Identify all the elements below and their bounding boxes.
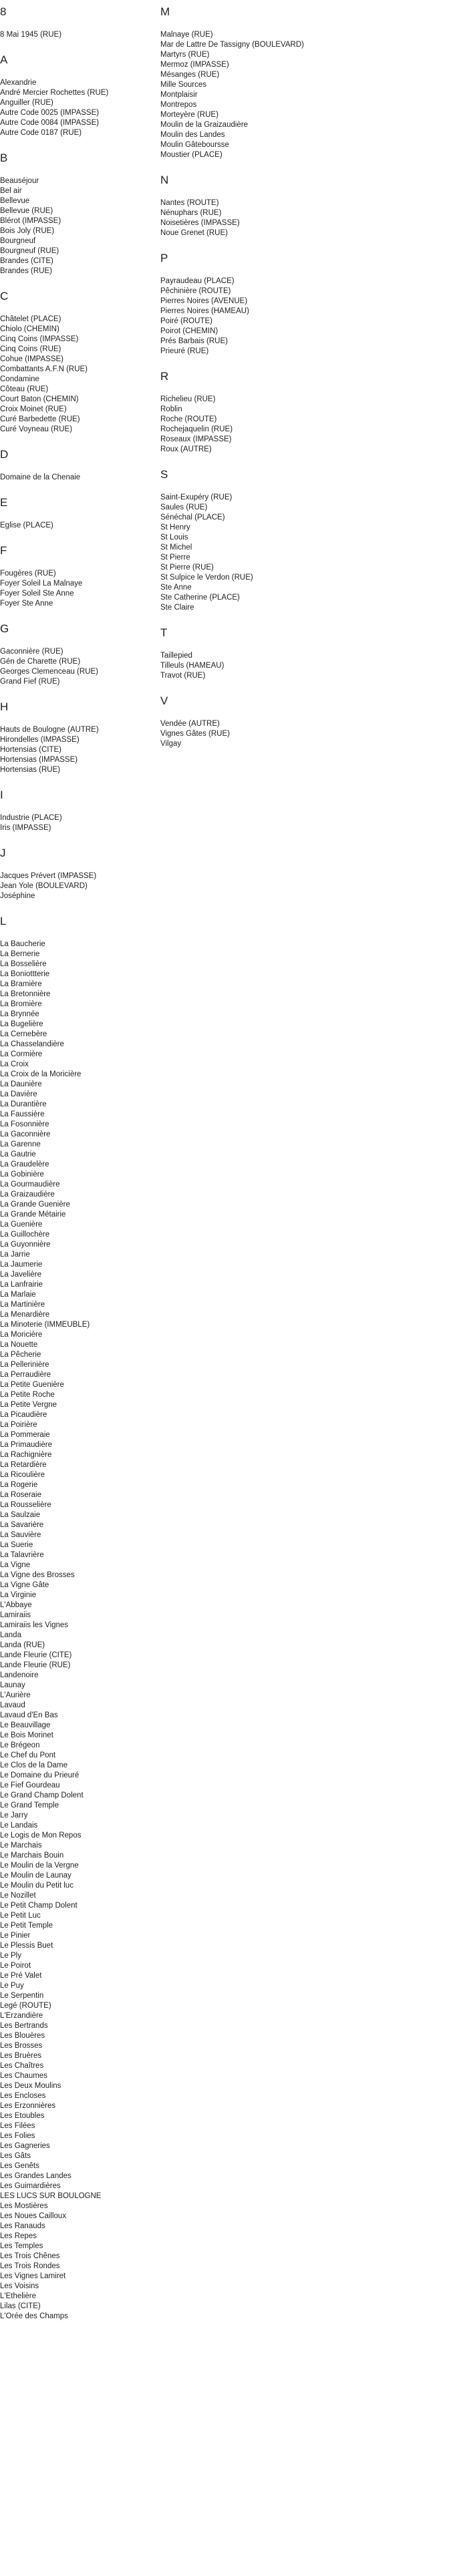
street-name: La Talavrière [0,1551,44,1559]
street-list [160,395,448,455]
street-name: Les Ranauds [0,2222,45,2230]
section-letter-heading: J [0,847,6,859]
street-name: Le Landais [0,1821,38,1830]
street-name: Roche (ROUTE) [160,415,217,423]
street-name: Pêchinière (ROUTE) [160,287,231,295]
street-name: La Ricoulière [0,1471,45,1479]
letter-section [160,626,448,681]
section-letter-heading: M [160,5,170,18]
street-name: Nénuphars (RUE) [160,209,222,217]
letter-section [160,5,448,160]
street-name: Le Fief Gourdeau [0,1781,60,1789]
street-name: Combattants A.F.N (RUE) [0,365,88,373]
street-name: Le Pinier [0,1932,31,1940]
section-letter-heading: V [160,694,168,707]
street-name: André Mercier Rochettes (RUE) [0,89,109,97]
street-name: Le Puy [0,1982,24,1990]
left-column [0,5,157,2335]
street-name: La Rousselière [0,1501,51,1509]
street-name: Poirot (CHEMIN) [160,327,218,335]
section-letter-heading: B [0,152,8,164]
street-name: La Bosselière [0,960,47,968]
street-name: La Bernerie [0,950,40,958]
street-name: La Gaconnière [0,1130,51,1138]
street-name: La Roseraie [0,1491,42,1499]
street-name: Hirondelles (IMPASSE) [0,736,80,744]
street-name: La Rachignière [0,1451,52,1459]
street-name: Pierres Noires (HAMEAU) [160,307,249,315]
street-name: Hortensias (RUE) [0,766,61,774]
street-name: LES LUCS SUR BOULOGNE [0,2192,102,2200]
street-name: Blérot (IMPASSE) [0,217,61,225]
street-name: Le Domaine du Prieuré [0,1771,80,1779]
street-name: Morteyère (RUE) [160,111,218,119]
street-name: Georges Clemenceau (RUE) [0,668,99,676]
street-name: Gaconnière (RUE) [0,648,63,656]
street-name: La Primaudière [0,1441,52,1449]
street-name: Les Chaumes [0,2072,47,2080]
letter-section [0,5,157,40]
street-name: Brandes (CITE) [0,257,53,265]
street-name: Le Ply [0,1952,21,1960]
section-letter-heading: 8 [0,5,7,18]
street-name: Anguiller (RUE) [0,99,53,107]
street-name: La Bretonnière [0,990,51,998]
letter-section [0,544,157,609]
street-name: La Gautrie [0,1150,36,1158]
street-name: L'Ethelière [0,2292,36,2300]
street-name: Vendée (AUTRE) [160,720,220,728]
street-name: Bellevue (RUE) [0,207,53,215]
street-name: Iris (IMPASSE) [0,824,51,832]
street-list [0,473,157,483]
street-name: Hortensias (CITE) [0,746,62,754]
street-name: Launay [0,1681,25,1689]
street-name: La Rogerie [0,1481,38,1489]
street-name: La Jarrie [0,1251,30,1259]
street-name: Mar de Lattre De Tassigny (BOULEVARD) [160,41,304,49]
street-name: Les Voisins [0,2282,39,2290]
street-name: L'Abbaye [0,1601,32,1609]
street-name: Fougères (RUE) [0,570,56,578]
street-name: Les Chaîtres [0,2062,44,2070]
street-name: Pierres Noires (AVENUE) [160,297,248,305]
street-name: La Pellerinière [0,1361,49,1369]
street-name: La Vigne [0,1561,31,1569]
street-name: Curé Voyneau (RUE) [0,425,73,433]
street-name: Rochejaquelin (RUE) [160,425,233,433]
street-name: Martyrs (RUE) [160,51,210,59]
street-list [0,939,157,2322]
street-name: Lamiraiis les Vignes [0,1621,69,1629]
street-name: Vignes Gâtes (RUE) [160,730,230,738]
section-letter-heading: I [0,789,3,801]
street-name: Bellevue [0,197,30,205]
letter-section [0,700,157,775]
street-name: La Grande Métairie [0,1211,66,1219]
street-name: Le Beauvillage [0,1721,51,1729]
street-name: Autre Code 0084 (IMPASSE) [0,119,100,127]
letter-section [0,53,157,138]
street-name: La Garenne [0,1140,41,1148]
street-name: La Croix de la Moricière [0,1070,82,1078]
street-list [160,198,448,238]
street-name: La Daunière [0,1080,42,1088]
street-name: Le Clos de la Dame [0,1761,67,1769]
street-name: La Lanfrairie [0,1281,43,1289]
street-name: La Croix [0,1060,29,1068]
street-name: Ste Anne [160,584,192,592]
street-name: La Boniottterie [0,970,50,978]
street-name: Les Trois Chênes [0,2252,60,2260]
street-name: Vilgay [160,740,182,748]
street-name: La Saulzaie [0,1511,41,1519]
section-letter-heading: D [0,448,9,461]
street-name: St Pierre (RUE) [160,564,214,572]
street-name: Lande Fleurie (CITE) [0,1651,72,1659]
section-letter-heading: N [160,174,169,186]
street-name: Landa [0,1631,21,1639]
street-name: St Pierre [160,554,190,562]
street-list [160,493,448,613]
street-name: Les Bruères [0,2052,42,2060]
street-name: Le Moulin du Petit luc [0,1882,73,1890]
street-name: Roseaux (IMPASSE) [160,435,232,443]
street-list [0,176,157,276]
street-name: La Brynnée [0,1010,39,1018]
street-name: Noisetières (IMPASSE) [160,219,240,227]
street-name: La Guillochère [0,1231,50,1239]
street-name: Court Baton (CHEMIN) [0,395,79,403]
letter-section [0,915,157,2322]
section-letter-heading: H [0,700,9,713]
letter-section [0,847,157,901]
street-name: Taillepied [160,652,192,660]
street-name: La Baucherie [0,940,45,948]
street-name: La Faussière [0,1110,45,1118]
street-name: La Martinière [0,1301,45,1309]
street-name: La Pommeraie [0,1431,50,1439]
street-name: Les Guimardières [0,2182,61,2190]
street-name: La Jaumerie [0,1261,43,1269]
street-name: L'Erzandière [0,2012,43,2020]
street-name: Cinq Coins (RUE) [0,345,61,353]
street-name: La Cormière [0,1050,43,1058]
street-name: Saint-Exupéry (RUE) [160,493,233,501]
street-name: La Petite Guenière [0,1381,64,1389]
street-name: Les Vignes Lamiret [0,2272,66,2280]
street-name: Eglise (PLACE) [0,521,53,529]
street-name: Condamine [0,375,39,383]
street-name: Les Encloses [0,2092,46,2100]
street-name: Le Pré Valet [0,1972,42,1980]
letter-section [0,622,157,687]
street-name: Les Trois Rondes [0,2262,60,2270]
street-name: Lilas (CITE) [0,2302,41,2310]
street-name: Moulin de la Graizaudière [160,121,249,129]
street-name: Lavaud [0,1701,25,1709]
street-name: Alexandrie [0,79,37,87]
street-name: Roux (AUTRE) [160,445,212,453]
letter-section [160,370,448,455]
street-name: Lavaud d'En Bas [0,1711,58,1719]
street-name: L'Orée des Champs [0,2312,68,2320]
street-name: Noue Grenet (RUE) [160,229,228,237]
street-name: Le Brégeon [0,1741,40,1749]
street-name: La Davière [0,1090,37,1098]
street-list [0,314,157,435]
right-column [160,5,448,763]
street-list [0,78,157,138]
street-name: Foyer Soleil La Malnaye [0,580,83,588]
street-name: Poiré (ROUTE) [160,317,212,325]
street-name: Montplaisir [160,91,198,99]
street-name: La Vigne Gâte [0,1581,49,1589]
street-name: La Perraudière [0,1371,51,1379]
street-name: Hortensias (IMPASSE) [0,756,78,764]
street-name: Cohue (IMPASSE) [0,355,64,363]
street-name: La Durantière [0,1100,47,1108]
street-name: Le Petit Luc [0,1912,41,1920]
street-list [0,871,157,901]
street-name: Les Filées [0,2122,35,2130]
street-name: Beauséjour [0,177,39,185]
street-name: Le Poirot [0,1962,31,1970]
street-name: Ste Claire [160,604,194,612]
street-name: Industrie (PLACE) [0,814,62,822]
street-name: Malnaye (RUE) [160,31,213,39]
street-name: Les Gâts [0,2152,31,2160]
street-name: La Nouette [0,1341,38,1349]
street-name: Le Marchais [0,1842,42,1850]
letter-section [160,252,448,357]
street-name: La Virginie [0,1591,37,1599]
street-name: Le Plessis Buet [0,1942,53,1950]
letter-section [160,694,448,749]
street-name: Les Repes [0,2232,37,2240]
letter-section [160,174,448,238]
street-name: Le Petit Temple [0,1922,53,1930]
street-name: La Vigne des Brosses [0,1571,75,1579]
street-name: Le Bois Morinet [0,1731,53,1739]
section-letter-heading: C [0,290,9,302]
street-list [0,647,157,687]
street-name: La Javelière [0,1271,42,1279]
street-name: La Suerie [0,1541,33,1549]
street-list [160,276,448,357]
street-name: La Graizaudière [0,1191,55,1199]
street-name: Lande Fleurie (RUE) [0,1661,71,1669]
street-name: La Fosonnière [0,1120,49,1128]
street-name: Montrepos [160,101,197,109]
street-name: Richelieu (RUE) [160,395,216,403]
street-name: La Guenière [0,1221,43,1229]
street-name: Châtelet (PLACE) [0,315,61,323]
street-name: St Louis [160,533,188,542]
street-name: Le Marchais Bouin [0,1852,64,1860]
street-name: Prieuré (RUE) [160,347,209,355]
street-name: Cinq Coins (IMPASSE) [0,335,79,343]
street-name: La Savarière [0,1521,44,1529]
street-name: Les Etoubles [0,2112,45,2120]
section-letter-heading: T [160,626,168,639]
street-name: Le Petit Champ Dolent [0,1902,78,1910]
street-name: Saules (RUE) [160,503,208,511]
street-name: La Picaudière [0,1411,47,1419]
street-name: Payraudeau (PLACE) [160,277,235,285]
street-name: La Graudelère [0,1160,49,1168]
street-name: Les Erzonnières [0,2102,56,2110]
street-name: Sénéchal (PLACE) [160,513,225,521]
street-name: La Sauvière [0,1531,41,1539]
street-name: La Guyonnière [0,1241,51,1249]
street-name: Les Blouères [0,2032,45,2040]
street-name: La Moricière [0,1331,43,1339]
street-name: Jacques Prévert (IMPASSE) [0,872,97,880]
street-name: La Gourmaudière [0,1180,60,1189]
street-name: Les Bertrands [0,2022,48,2030]
street-name: Chiolo (CHEMIN) [0,325,59,333]
street-name: La Petite Roche [0,1391,55,1399]
street-list [0,725,157,775]
street-name: Moulin des Landes [160,131,225,139]
street-name: Le Moulin de Launay [0,1872,71,1880]
street-name: La Gobinière [0,1170,44,1178]
street-name: Foyer Soleil Ste Anne [0,590,74,598]
street-name: Les Noues Cailloux [0,2212,67,2220]
section-letter-heading: F [0,544,7,557]
street-name: Joséphine [0,892,35,900]
section-letter-heading: G [0,622,9,635]
street-name: Autre Code 0025 (IMPASSE) [0,109,100,117]
street-list [160,30,448,160]
street-name: Les Folies [0,2132,35,2140]
street-name: Domaine de la Chenaie [0,473,81,481]
street-name: La Chasselandière [0,1040,64,1048]
street-list [160,719,448,749]
street-name: Côteau (RUE) [0,385,49,393]
section-letter-heading: E [0,496,8,509]
street-name: L'Aurière [0,1691,31,1699]
street-name: Mille Sources [160,81,207,89]
section-letter-heading: R [160,370,169,383]
street-name: Le Jarry [0,1811,28,1819]
street-name: La Bromière [0,1000,42,1008]
street-name: La Pêcherie [0,1351,41,1359]
street-name: Prés Barbais (RUE) [160,337,228,345]
street-list [160,651,448,681]
letter-section [0,789,157,833]
street-name: Les Temples [0,2242,43,2250]
letter-section [0,290,157,435]
street-name: Travot (RUE) [160,672,206,680]
street-name: Jean Yole (BOULEVARD) [0,882,88,890]
street-name: St Sulpice le Verdon (RUE) [160,574,253,582]
street-name: Moulin Gâteboursse [160,141,229,149]
street-list [0,569,157,609]
street-name: Bel air [0,187,22,195]
street-name: Mermoz (IMPASSE) [160,61,229,69]
street-list [0,30,157,40]
street-name: Les Genêts [0,2162,39,2170]
street-name: Grand Fief (RUE) [0,678,60,686]
street-name: Ste Catherine (PLACE) [160,594,240,602]
street-name: St Michel [160,544,192,552]
street-name: Moustier (PLACE) [160,151,222,159]
street-name: Les Gagneries [0,2142,50,2150]
street-name: La Menardière [0,1311,50,1319]
street-name: Landenoire [0,1671,39,1679]
section-letter-heading: L [0,915,7,927]
street-name: Gén de Charette (RUE) [0,658,81,666]
street-name: La Bramière [0,980,42,988]
street-name: Le Logis de Mon Repos [0,1832,82,1840]
street-name: Le Moulin de la Vergne [0,1862,79,1870]
street-name: Brandes (RUE) [0,267,52,275]
street-list [0,813,157,833]
street-name: La Poirière [0,1421,37,1429]
street-name: Les Mostières [0,2202,48,2210]
street-name: Bois Joly (RUE) [0,227,55,235]
street-name: La Minoterie (IMMEUBLE) [0,1321,90,1329]
letter-section [0,152,157,276]
street-name: Curé Barbedette (RUE) [0,415,80,423]
street-name: Landa (RUE) [0,1641,45,1649]
street-name: Nantes (ROUTE) [160,199,219,207]
street-name: Autre Code 0187 (RUE) [0,129,82,137]
street-name: Mésanges (RUE) [160,71,220,79]
street-name: Les Grandes Landes [0,2172,71,2180]
street-name: Les Brosses [0,2042,43,2050]
street-name: Hauts de Boulogne (AUTRE) [0,726,99,734]
street-name: Les Deux Moulins [0,2082,61,2090]
section-letter-heading: S [160,468,168,481]
street-name: Tilleuls (HAMEAU) [160,662,224,670]
street-name: Le Nozillet [0,1892,36,1900]
street-name: Croix Moinet (RUE) [0,405,67,413]
street-name: La Retardière [0,1461,47,1469]
street-name: Bourgneuf [0,237,36,245]
street-name: Lamiraiis [0,1611,31,1619]
street-name: La Petite Vergne [0,1401,57,1409]
street-list [0,521,157,531]
street-name: Legé (ROUTE) [0,2002,51,2010]
street-name: Le Chef du Pont [0,1751,56,1759]
street-name: 8 Mai 1945 (RUE) [0,31,62,39]
street-name: St Henry [160,523,190,531]
street-name: Le Serpentin [0,1992,44,2000]
street-name: La Marlaie [0,1291,36,1299]
section-letter-heading: P [160,252,168,264]
street-name: La Cernebère [0,1030,47,1038]
letter-section [160,468,448,613]
section-letter-heading: A [0,53,8,66]
street-name: Bourgneuf (RUE) [0,247,59,255]
street-name: Le Grand Temple [0,1801,59,1809]
letter-section [0,448,157,483]
street-name: Roblin [160,405,182,413]
street-name: Foyer Ste Anne [0,600,53,608]
street-name: La Bugelière [0,1020,43,1028]
letter-section [0,496,157,531]
street-name: La Grande Guenière [0,1201,70,1209]
street-name: Le Grand Champ Dolent [0,1791,84,1799]
